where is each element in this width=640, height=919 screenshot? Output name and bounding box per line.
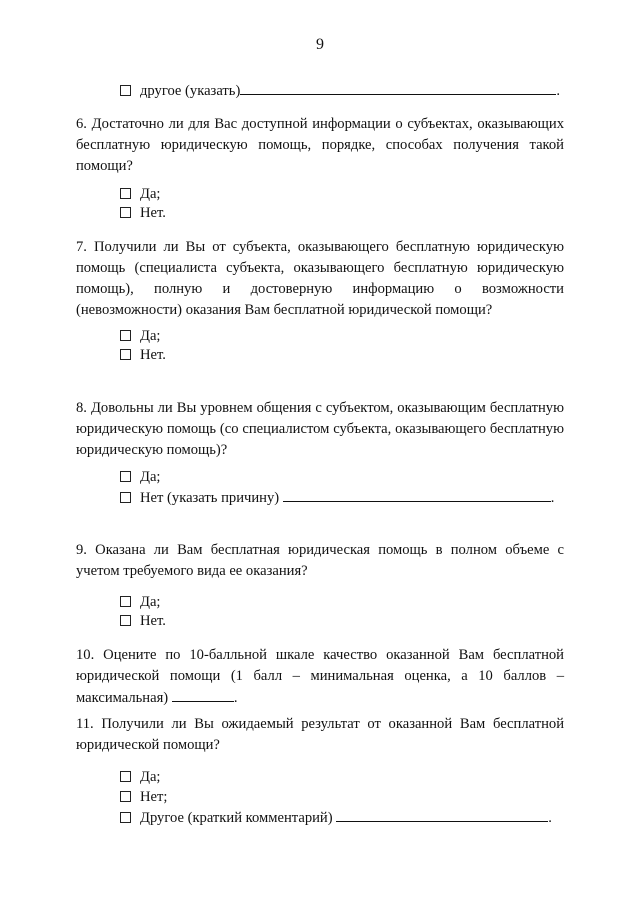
answer-line[interactable]	[283, 487, 551, 502]
option-label: Да;	[140, 328, 161, 344]
checkbox[interactable]	[120, 330, 131, 341]
option-yes	[120, 592, 161, 613]
option-label: Другое (краткий комментарий)	[140, 810, 333, 826]
option-no	[120, 787, 167, 808]
option-label: Нет.	[140, 613, 166, 629]
score-input-line[interactable]	[172, 687, 234, 702]
checkbox[interactable]	[120, 349, 131, 360]
answer-line[interactable]	[240, 80, 556, 95]
option-other-comment: Другое (краткий комментарий) .	[120, 807, 552, 829]
checkbox[interactable]	[120, 471, 131, 482]
checkbox[interactable]	[120, 207, 131, 218]
option-yes	[120, 184, 161, 205]
option-label: Да;	[140, 469, 161, 485]
question-9: 9. Оказана ли Вам бесплатная юридическая помощь в полном объеме с учетом требуемого вида ее оказания?	[76, 542, 564, 579]
option-yes	[120, 467, 161, 488]
question-10: 10. Оцените по 10-балльной шкале качество оказанной Вам бесплатной юридической помощи (1 балл – минимальная оценка, а 10 баллов – максимальная) .	[76, 647, 564, 706]
option-label: Да;	[140, 186, 161, 202]
answer-line[interactable]	[336, 807, 548, 822]
option-no	[120, 611, 166, 632]
option-yes	[120, 326, 161, 347]
checkbox[interactable]	[120, 596, 131, 607]
question-6: 6. Достаточно ли для Вас доступной информации о субъектах, оказывающих бесплатную юридическую помощь, порядке, способах получения такой помощи?	[76, 116, 564, 174]
option-no	[120, 345, 166, 366]
option-label: Нет;	[140, 789, 168, 805]
option-label: Нет.	[140, 205, 166, 221]
checkbox[interactable]	[120, 812, 131, 823]
checkbox[interactable]	[120, 492, 131, 503]
checkbox[interactable]	[120, 771, 131, 782]
option-label: другое (указать)	[140, 83, 241, 99]
checkbox[interactable]	[120, 615, 131, 626]
question-7: 7. Получили ли Вы от субъекта, оказывающего бесплатную юридическую помощь (специалиста субъекта, оказывающего бесплатную юридическую помощь), полную и достоверную информацию о возможности (невозможности) оказания Вам бесплатной юридической помощи?	[76, 239, 564, 318]
option-yes	[120, 767, 161, 788]
question-8: 8. Довольны ли Вы уровнем общения с субъектом, оказывающим бесплатную юридическую помощь (со специалистом субъекта, оказывающего бесплатную юридическую помощь)?	[76, 400, 564, 458]
option-label: Нет.	[140, 347, 166, 363]
option-no-reason: Нет (указать причину) .	[120, 487, 554, 509]
option-no	[120, 203, 166, 224]
option-other: другое (указать) .	[120, 80, 560, 102]
option-label: Да;	[140, 594, 161, 610]
checkbox[interactable]	[120, 85, 131, 96]
page-number: 9	[316, 36, 324, 53]
question-11: 11. Получили ли Вы ожидаемый результат от оказанной Вам бесплатной юридической помощи?	[76, 716, 564, 753]
option-label: Да;	[140, 769, 161, 785]
checkbox[interactable]	[120, 791, 131, 802]
checkbox[interactable]	[120, 188, 131, 199]
option-label: Нет (указать причину)	[140, 490, 280, 506]
